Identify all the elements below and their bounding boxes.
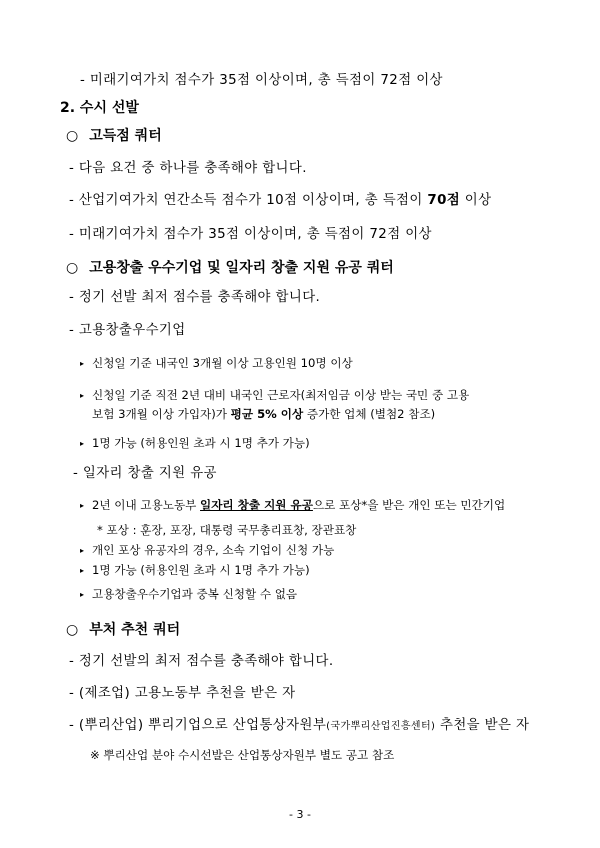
quota-heading-label: 부처 추천 쿼터 <box>89 622 181 638</box>
bullet-text: 1명 가능 (허용인원 초과 시 1명 추가 가능) <box>92 436 310 450</box>
bullet-text: 1명 가능 (허용인원 초과 시 1명 추가 가능) <box>92 563 310 577</box>
triangle-icon: ▸ <box>80 566 85 575</box>
circle-icon: ○ <box>66 622 79 638</box>
quota-heading-ministry <box>66 623 180 637</box>
requirement-line: - 정기 선발의 최저 점수를 충족해야 합니다. <box>69 654 334 669</box>
circle-icon: ○ <box>66 260 79 276</box>
text-run: 추천을 받은 자 <box>435 718 530 733</box>
quota-heading-high-score <box>66 129 162 143</box>
bullet-text: 고용창출우수기업과 중복 신청할 수 없음 <box>92 587 298 601</box>
bullet-text: 신청일 기준 직전 2년 대비 내국인 근로자(최저임금 이상 받는 국민 중 고용 <box>92 388 470 402</box>
requirement-line: - (제조업) 고용노동부 추천을 받은 자 <box>69 686 296 701</box>
text-run: 으로 포상*을 받은 개인 또는 민간기업 <box>312 498 506 512</box>
quota-heading-label: 고득점 쿼터 <box>89 128 162 144</box>
bullet-item <box>80 358 353 370</box>
triangle-icon: ▸ <box>80 546 85 555</box>
text-run: 2년 이내 고용노동부 <box>92 498 201 512</box>
bullet-item <box>80 390 469 402</box>
requirement-line: - 미래기여가치 점수가 35점 이상이며, 총 득점이 72점 이상 <box>69 227 432 242</box>
triangle-icon: ▸ <box>80 501 85 510</box>
text-run: - 산업기여가치 연간소득 점수가 10점 이상이며, 총 득점이 <box>69 193 428 208</box>
triangle-icon: ▸ <box>80 590 85 599</box>
footnote-line: * 포상 : 훈장, 포장, 대통령 국무총리표창, 장관표창 <box>97 523 357 537</box>
text-run-bold: 평균 5% 이상 <box>230 407 304 421</box>
bullet-item <box>80 438 310 450</box>
text-run-bold-underlined: 일자리 창출 지원 유공 <box>200 498 313 512</box>
quota-heading-label: 고용창출 우수기업 및 일자리 창출 지원 유공 쿼터 <box>89 260 394 276</box>
text-run: 보험 3개월 이상 가입자)가 <box>92 407 231 421</box>
bullet-item <box>80 589 297 601</box>
requirement-line: - 일자리 창출 지원 유공 <box>73 466 217 481</box>
section-heading: 2. 수시 선발 <box>60 100 139 116</box>
bullet-text: 신청일 기준 내국인 3개월 이상 고용인원 10명 이상 <box>92 356 353 370</box>
circle-icon: ○ <box>66 128 79 144</box>
bullet-item <box>80 545 334 557</box>
requirement-line: - 다음 요건 중 하나를 충족해야 합니다. <box>69 161 307 176</box>
requirement-line: - 미래기여가치 점수가 35점 이상이며, 총 득점이 72점 이상 <box>80 73 443 88</box>
text-run: - (뿌리산업) 뿌리기업으로 산업통상자원부 <box>69 718 327 733</box>
quota-heading-employment <box>66 261 394 275</box>
bullet-continuation <box>92 409 435 421</box>
reference-note: ※ 뿌리산업 분야 수시선발은 산업통상자원부 별도 공고 참조 <box>90 748 395 762</box>
page-number: - 3 - <box>289 808 311 821</box>
text-run: 증가한 업체 (별첨2 참조) <box>303 407 436 421</box>
requirement-line: - 고용창출우수기업 <box>69 323 186 338</box>
triangle-icon: ▸ <box>80 359 85 368</box>
bullet-item <box>80 565 310 577</box>
bullet-text: 개인 포상 유공자의 경우, 소속 기업이 신청 가능 <box>92 543 335 557</box>
triangle-icon: ▸ <box>80 391 85 400</box>
text-run-bold: 70점 <box>427 193 461 208</box>
requirement-line <box>69 194 491 207</box>
triangle-icon: ▸ <box>80 439 85 448</box>
text-run-small: (국가뿌리산업진흥센터) <box>326 721 436 732</box>
bullet-item <box>80 500 505 512</box>
requirement-line <box>69 719 529 732</box>
text-run: 이상 <box>460 193 492 208</box>
requirement-line: - 정기 선발 최저 점수를 충족해야 합니다. <box>69 290 321 305</box>
